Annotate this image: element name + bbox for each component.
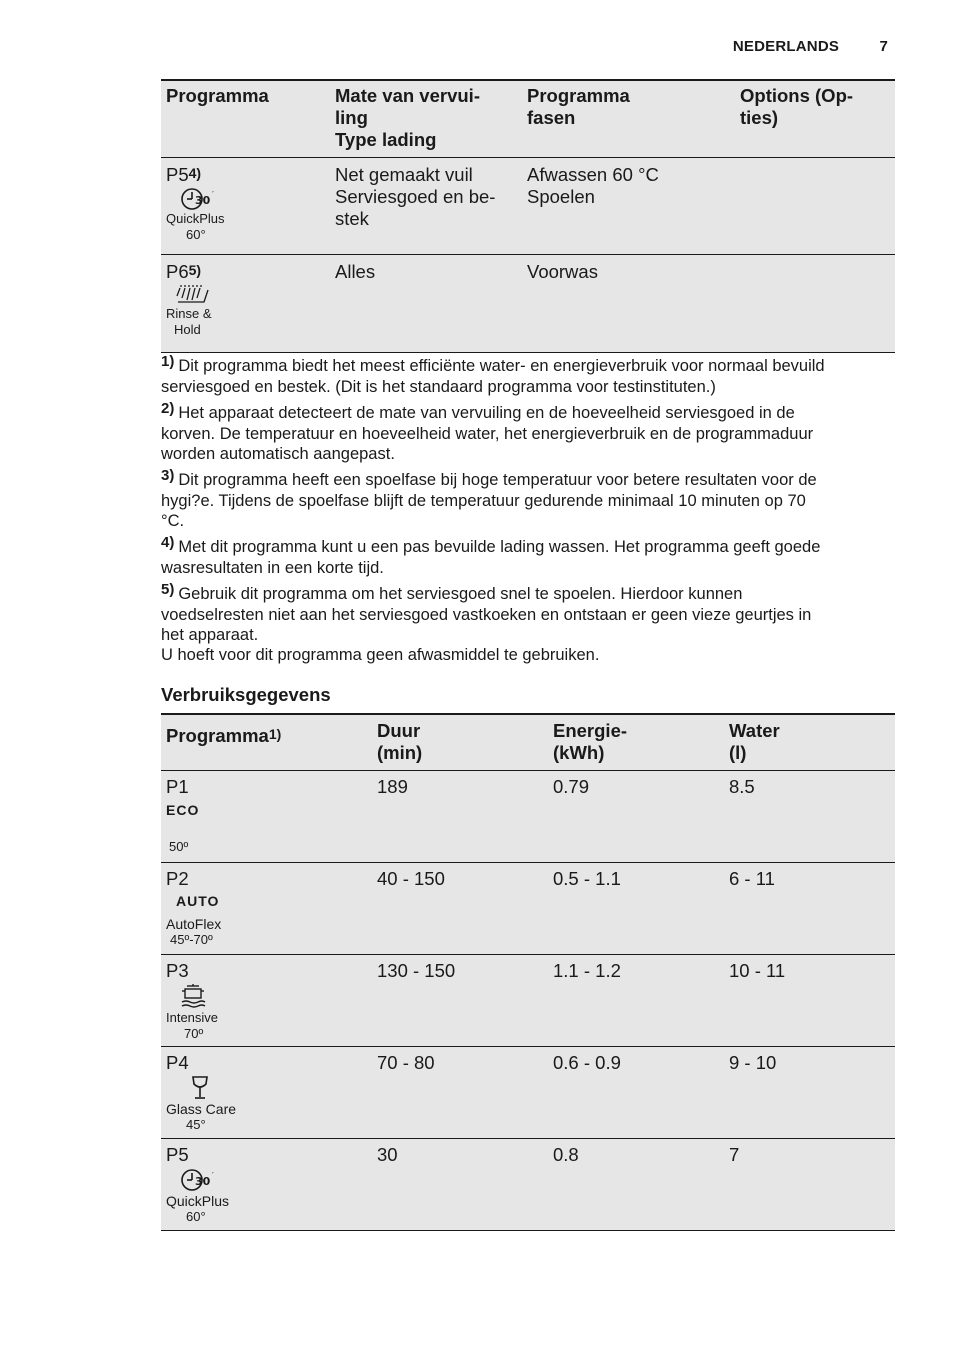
footnotes xyxy=(161,353,891,671)
wine-glass-icon xyxy=(190,1075,210,1101)
section-title: Verbruiksgegevens xyxy=(161,684,331,705)
header-water: Water (l) xyxy=(729,720,780,763)
language-label: NEDERLANDS xyxy=(732,38,840,55)
program-phases-table xyxy=(161,79,895,353)
rinse-hold-spray-icon xyxy=(174,284,214,306)
header-programma: Programma$^{1)}$ xyxy=(166,725,282,746)
program-cell: P3 Intensive 70º xyxy=(166,960,219,1041)
table-row xyxy=(161,771,895,863)
duur-cell: 130 - 150 xyxy=(377,960,456,981)
table-row xyxy=(161,255,895,353)
svg-text:′: ′ xyxy=(212,190,214,199)
energie-cell: 0.6 - 0.9 xyxy=(553,1052,621,1073)
svg-text:30: 30 xyxy=(195,194,211,207)
svg-text:30: 30 xyxy=(195,1175,211,1188)
water-cell: 9 - 10 xyxy=(729,1052,777,1073)
table-header-row xyxy=(161,81,895,158)
phases-cell: Voorwas xyxy=(527,261,598,282)
footnote-1: 1) Dit programma biedt het meest efficiënte water- en energieverbruik voor normaal bevuild serviesgoed en bestek. (Dit is het standaard programma voor testinstituten.) xyxy=(161,353,825,396)
svg-text:′: ′ xyxy=(212,1171,214,1180)
footnote-4: 4) Met dit programma kunt u een pas bevuilde lading wassen. Het programma geeft goede wasresultaten in een korte tijd. xyxy=(161,534,821,577)
duur-cell: 189 xyxy=(377,776,408,797)
table-row xyxy=(161,158,895,255)
water-cell: 6 - 11 xyxy=(729,868,775,889)
energie-cell: 0.79 xyxy=(553,776,590,797)
program-cell: P2 AUTO AutoFlex 45º-70º xyxy=(161,863,372,954)
page-header xyxy=(733,38,888,55)
table-header-row xyxy=(161,715,895,771)
phases-cell: Afwassen 60 °C Spoelen xyxy=(527,164,659,207)
soil-type-cell: Net gemaakt vuil Serviesgoed en be- stek xyxy=(335,164,496,229)
consumption-table xyxy=(161,713,895,1231)
energie-cell: 0.8 xyxy=(553,1144,579,1165)
table-row xyxy=(161,955,895,1047)
water-cell: 8.5 xyxy=(729,776,755,797)
footnote-3: 3) Dit programma heeft een spoelfase bij hoge temperatuur voor betere resultaten voor de hygi?e. Tijdens de spoelfase blijft de temperatuur gedurende minimaal 10 minuten op 70 °C. xyxy=(161,467,817,530)
program-cell: P4 Glass Care 45° xyxy=(166,1052,237,1132)
program-cell: P1 ECO 50º xyxy=(161,771,372,862)
header-options: Options (Op- ties) xyxy=(740,85,854,128)
header-duur: Duur (min) xyxy=(377,720,423,763)
header-programma-fasen: Programma fasen xyxy=(527,85,630,128)
water-cell: 7 xyxy=(729,1144,740,1165)
header-programma: Programma xyxy=(166,85,269,106)
program-cell: P5 30 ′ QuickPlus 60° xyxy=(161,1139,372,1230)
auto-text-icon: AUTO xyxy=(176,893,220,909)
soil-type-cell: Alles xyxy=(335,261,376,282)
eco-text-icon: ECO xyxy=(166,802,200,818)
duur-cell: 40 - 150 xyxy=(377,868,445,889)
quickplus-clock-icon xyxy=(180,187,240,211)
program-cell: P6$^{5)}$ Rinse & Hold xyxy=(161,255,330,352)
footnote-2: 2) Het apparaat detecteert de mate van vervuiling en de hoeveelheid serviesgoed in de korven. De temperatuur en hoeveelheid water, het energieverbruik en de programmaduur worden automatisch aangepast. xyxy=(161,400,814,463)
options-cell xyxy=(735,255,895,352)
footnote-5: 5) Gebruik dit programma om het serviesgoed snel te spoelen. Hierdoor kunnen voedselresten niet aan het serviesgoed vastkoeken en ontstaan er geen vieze geurtjes in het apparaat. U hoeft voor dit programma geen afwasmiddel te gebruiken. xyxy=(161,581,812,664)
page-number: 7 xyxy=(879,38,888,55)
duur-cell: 70 - 80 xyxy=(377,1052,435,1073)
energie-cell: 1.1 - 1.2 xyxy=(553,960,621,981)
table-row xyxy=(161,1047,895,1139)
program-cell: P5$^{4)}$ 30 ′ QuickPlus 60° xyxy=(161,158,330,254)
intensive-pot-icon xyxy=(178,983,208,1009)
water-cell: 10 - 11 xyxy=(729,960,786,981)
header-energie: Energie- (kWh) xyxy=(553,720,628,763)
header-mate-van-vervuiling: Mate van vervui- ling Type lading xyxy=(335,85,480,150)
options-cell xyxy=(735,158,895,254)
table-row xyxy=(161,1139,895,1231)
quickplus-clock-icon xyxy=(180,1167,240,1193)
energie-cell: 0.5 - 1.1 xyxy=(553,868,621,889)
duur-cell: 30 xyxy=(377,1144,398,1165)
table-row xyxy=(161,863,895,955)
